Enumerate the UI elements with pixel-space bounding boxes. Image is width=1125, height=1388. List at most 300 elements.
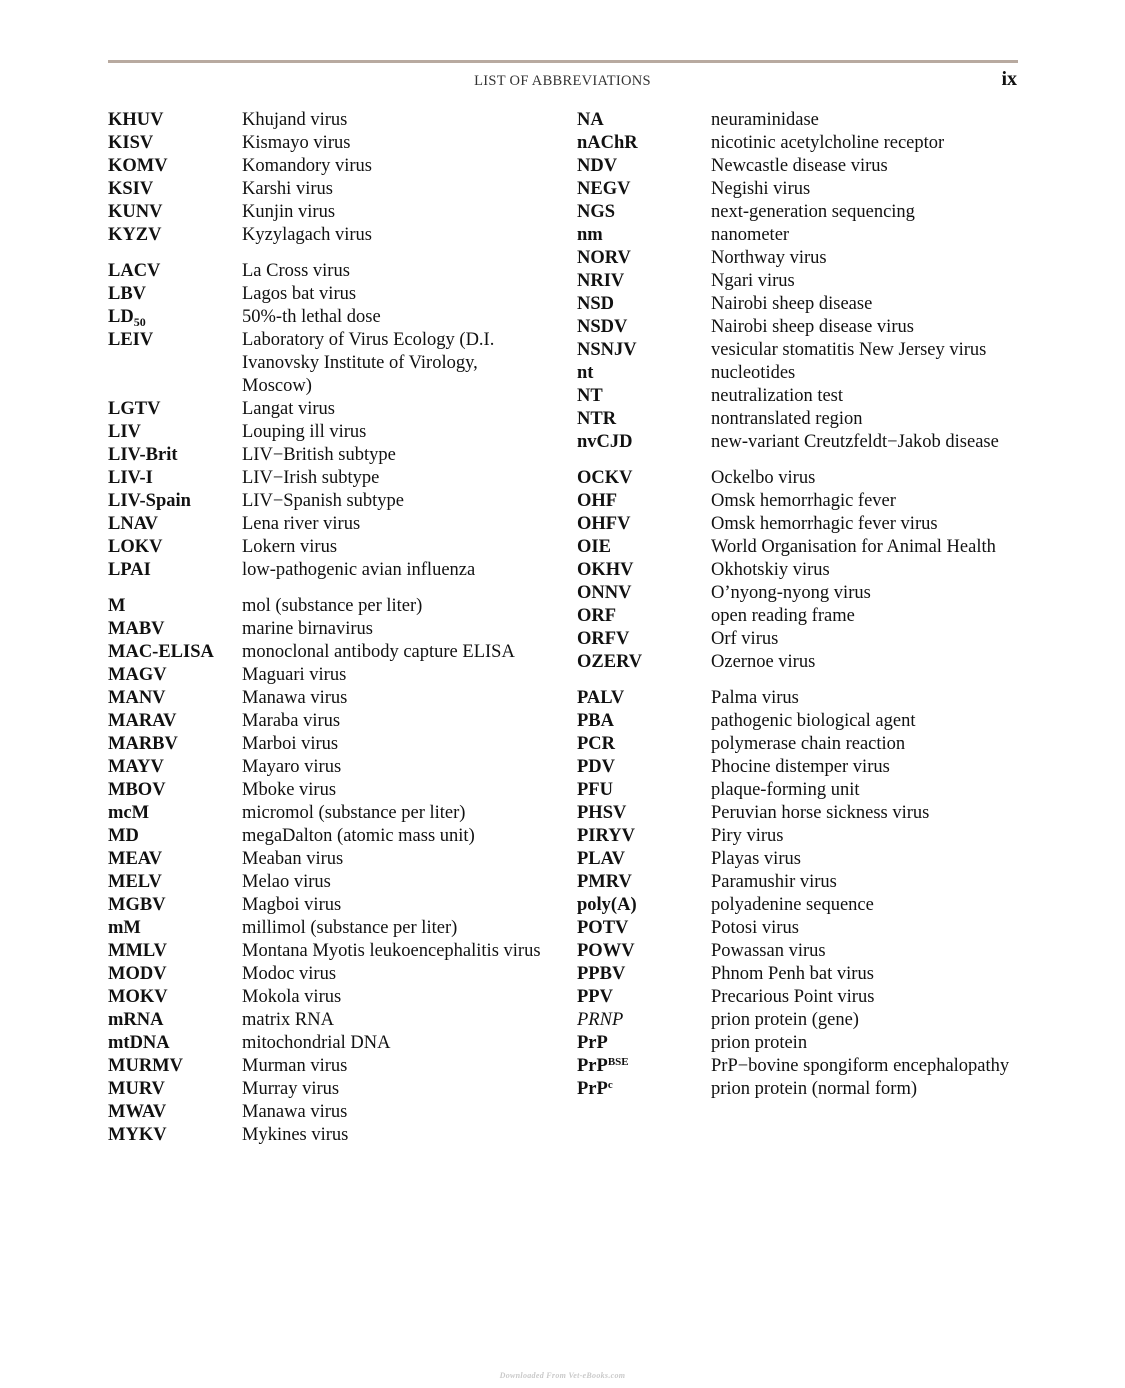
abbreviation-term: [108, 513, 242, 536]
abbreviation-superscript: BSE: [607, 1056, 629, 1068]
abbreviation-term-text: OZERV: [577, 652, 643, 672]
abbreviation-term: [108, 132, 242, 155]
abbreviation-definition: Peruvian horse sickness virus: [711, 803, 930, 823]
abbreviation-term: [108, 986, 242, 1009]
abbreviation-term: [108, 306, 242, 329]
abbreviation-term-text: NRIV: [577, 271, 625, 291]
abbreviation-term-text: LIV: [108, 422, 141, 442]
abbreviation-term: [108, 871, 242, 894]
abbreviation-term-text: PIRYV: [577, 826, 635, 846]
abbreviation-term-text: LIV-I: [108, 468, 153, 488]
abbreviation-entry: [577, 940, 1017, 963]
abbreviation-entry: [108, 894, 548, 917]
abbreviation-term-text: NSDV: [577, 317, 628, 337]
abbreviation-entry: [577, 651, 1017, 674]
abbreviation-definition: Lena river virus: [242, 514, 361, 534]
abbreviation-entry: [108, 155, 548, 178]
abbreviation-term-text: MARBV: [108, 734, 178, 754]
abbreviation-term-text: MABV: [108, 619, 165, 639]
abbreviation-entry: [108, 201, 548, 224]
abbreviation-term-text: NT: [577, 386, 603, 406]
abbreviation-definition: polyadenine sequence: [711, 895, 874, 915]
abbreviation-entry: [108, 779, 548, 802]
abbreviation-term-text: KHUV: [108, 110, 164, 130]
abbreviation-term: [577, 224, 711, 247]
abbreviation-term: [108, 398, 242, 421]
abbreviation-entry: [108, 329, 548, 398]
abbreviation-definition: Omsk hemorrhagic fever virus: [711, 514, 938, 534]
abbreviation-term: [577, 802, 711, 825]
abbreviation-term-text: KISV: [108, 133, 154, 153]
abbreviation-entry: [577, 513, 1017, 536]
abbreviation-term: [577, 467, 711, 490]
abbreviation-term: [577, 651, 711, 674]
abbreviation-entry: [108, 802, 548, 825]
abbreviation-definition: Kunjin virus: [242, 202, 336, 222]
abbreviation-definition: Mboke virus: [242, 780, 337, 800]
abbreviation-term-text: LD: [108, 307, 134, 327]
abbreviation-definition: Modoc virus: [242, 964, 337, 984]
abbreviation-entry: [108, 444, 548, 467]
abbreviation-entry: [577, 986, 1017, 1009]
abbreviation-term: [108, 687, 242, 710]
abbreviation-term-text: LBV: [108, 284, 147, 304]
abbreviation-term: [577, 871, 711, 894]
abbreviation-definition: Piry virus: [711, 826, 784, 846]
abbreviation-entry: [577, 1055, 1017, 1078]
abbreviation-term: [577, 408, 711, 431]
abbreviation-term-text: MOKV: [108, 987, 168, 1007]
abbreviation-term-text: OHFV: [577, 514, 631, 534]
abbreviation-term-text: MURV: [108, 1079, 165, 1099]
abbreviation-definition: pathogenic biological agent: [711, 711, 916, 731]
abbreviation-term: [577, 687, 711, 710]
abbreviation-term-text: PrP: [577, 1033, 608, 1053]
abbreviation-term: [108, 224, 242, 247]
abbreviation-term-text: PrP: [577, 1079, 608, 1099]
abbreviation-entry: [108, 490, 548, 513]
abbreviation-definition: mol (substance per liter): [242, 596, 423, 616]
abbreviation-term-text: LNAV: [108, 514, 159, 534]
abbreviation-entry: [577, 779, 1017, 802]
abbreviation-term: [577, 385, 711, 408]
abbreviation-term: [108, 940, 242, 963]
abbreviation-entry: [108, 178, 548, 201]
abbreviation-entry: [577, 247, 1017, 270]
abbreviation-term: [577, 316, 711, 339]
abbreviation-entry: [577, 1032, 1017, 1055]
abbreviation-term-text: PPV: [577, 987, 613, 1007]
abbreviation-entry: [577, 687, 1017, 710]
abbreviation-term: [577, 582, 711, 605]
abbreviation-term: [577, 293, 711, 316]
abbreviation-term: [108, 329, 242, 398]
abbreviation-definition: new-variant Creutzfeldt−Jakob disease: [711, 432, 999, 452]
abbreviation-entry: [577, 848, 1017, 871]
abbreviation-definition: Maguari virus: [242, 665, 347, 685]
abbreviation-entry: [108, 1032, 548, 1055]
abbreviation-term: [108, 109, 242, 132]
abbreviation-entry: [108, 871, 548, 894]
abbreviation-term-text: poly(A): [577, 895, 637, 915]
abbreviation-definition: Magboi virus: [242, 895, 342, 915]
abbreviation-term-text: PBA: [577, 711, 614, 731]
abbreviation-term-text: mtDNA: [108, 1033, 170, 1053]
abbreviation-entry: [577, 293, 1017, 316]
abbreviation-entry: [577, 178, 1017, 201]
abbreviation-entry: [108, 132, 548, 155]
abbreviation-term: [108, 825, 242, 848]
abbreviation-entry: [577, 362, 1017, 385]
abbreviation-definition: polymerase chain reaction: [711, 734, 906, 754]
abbreviation-definition: Mokola virus: [242, 987, 342, 1007]
abbreviation-entry: [108, 536, 548, 559]
abbreviation-definition: Ozernoe virus: [711, 652, 816, 672]
abbreviation-term-text: MAC-ELISA: [108, 642, 214, 662]
abbreviation-term-text: MODV: [108, 964, 167, 984]
abbreviation-term-text: mM: [108, 918, 141, 938]
abbreviation-entry: [577, 316, 1017, 339]
abbreviation-definition: nucleotides: [711, 363, 796, 383]
abbreviation-definition: vesicular stomatitis New Jersey virus: [711, 340, 987, 360]
abbreviation-term: [577, 339, 711, 362]
abbreviation-definition: Louping ill virus: [242, 422, 367, 442]
abbreviation-entry: [108, 1055, 548, 1078]
abbreviation-definition: Marboi virus: [242, 734, 339, 754]
abbreviation-entry: [577, 802, 1017, 825]
abbreviation-definition: Karshi virus: [242, 179, 333, 199]
abbreviation-term-text: MURMV: [108, 1056, 184, 1076]
abbreviation-term: [577, 559, 711, 582]
abbreviation-entry: [108, 306, 548, 329]
abbreviation-term-text: PPBV: [577, 964, 626, 984]
abbreviation-term-text: NGS: [577, 202, 616, 222]
abbreviation-term: [577, 1009, 711, 1032]
abbreviation-term-text: OIE: [577, 537, 611, 557]
abbreviation-definition: Mayaro virus: [242, 757, 342, 777]
abbreviation-term-text: M: [108, 596, 126, 616]
abbreviation-term-text: LGTV: [108, 399, 161, 419]
abbreviation-definition: micromol (substance per liter): [242, 803, 466, 823]
abbreviation-definition: Orf virus: [711, 629, 779, 649]
abbreviation-entry: [108, 1101, 548, 1124]
abbreviation-entry: [108, 917, 548, 940]
abbreviation-definition: open reading frame: [711, 606, 855, 626]
abbreviation-term-text: NSNJV: [577, 340, 637, 360]
abbreviation-term: [108, 421, 242, 444]
abbreviation-term-text: KSIV: [108, 179, 154, 199]
abbreviation-definition: low-pathogenic avian influenza: [242, 560, 476, 580]
abbreviation-term: [577, 155, 711, 178]
abbreviation-definition: Palma virus: [711, 688, 799, 708]
abbreviation-entry: [577, 894, 1017, 917]
abbreviation-entry: [108, 421, 548, 444]
abbreviation-term: [108, 710, 242, 733]
abbreviation-definition: La Cross virus: [242, 261, 350, 281]
abbreviation-term-text: PrP: [577, 1056, 608, 1076]
abbreviation-term-text: ORF: [577, 606, 617, 626]
abbreviation-term: [108, 260, 242, 283]
abbreviation-term: [108, 848, 242, 871]
abbreviation-term-text: PMRV: [577, 872, 632, 892]
abbreviation-definition: Nairobi sheep disease virus: [711, 317, 914, 337]
abbreviation-term-text: MARAV: [108, 711, 177, 731]
abbreviation-definition: LIV−Irish subtype: [242, 468, 380, 488]
abbreviation-definition: Playas virus: [711, 849, 801, 869]
abbreviation-term: [108, 155, 242, 178]
abbreviation-term: [108, 1078, 242, 1101]
abbreviation-definition: Meaban virus: [242, 849, 344, 869]
abbreviation-term-text: LPAI: [108, 560, 151, 580]
abbreviation-entry: [108, 260, 548, 283]
abbreviation-entry: [108, 848, 548, 871]
abbreviation-definition: nanometer: [711, 225, 790, 245]
abbreviation-term-text: NA: [577, 110, 604, 130]
abbreviation-term: [577, 940, 711, 963]
abbreviation-definition: Potosi virus: [711, 918, 799, 938]
abbreviation-entry: [577, 431, 1017, 454]
abbreviation-term-text: MWAV: [108, 1102, 167, 1122]
abbreviation-term-text: LIV-Spain: [108, 491, 191, 511]
abbreviation-term-text: NTR: [577, 409, 617, 429]
abbreviation-term: [577, 132, 711, 155]
abbreviation-term: [577, 201, 711, 224]
abbreviation-term: [577, 109, 711, 132]
abbreviation-entry: [108, 1124, 548, 1147]
abbreviation-definition: matrix RNA: [242, 1010, 334, 1030]
abbreviation-definition: mitochondrial DNA: [242, 1033, 391, 1053]
abbreviation-entry: [108, 940, 548, 963]
abbreviation-term: [577, 270, 711, 293]
abbreviation-definition: LIV−British subtype: [242, 445, 396, 465]
abbreviation-definition: marine birnavirus: [242, 619, 373, 639]
abbreviation-term: [108, 664, 242, 687]
abbreviation-entry: [108, 963, 548, 986]
abbreviation-entry: [577, 201, 1017, 224]
abbreviation-term: [577, 733, 711, 756]
abbreviation-term-text: POWV: [577, 941, 635, 961]
footer-watermark: Downloaded From Vet-eBooks.com: [499, 1371, 626, 1380]
abbreviation-definition: Lokern virus: [242, 537, 338, 557]
abbreviation-term-text: MGBV: [108, 895, 166, 915]
abbreviation-term: [577, 917, 711, 940]
abbreviation-term: [108, 756, 242, 779]
abbreviation-definition: Paramushir virus: [711, 872, 837, 892]
abbreviation-definition: Komandory virus: [242, 156, 372, 176]
abbreviation-definition: Precarious Point virus: [711, 987, 875, 1007]
abbreviation-term: [108, 963, 242, 986]
abbreviation-term: [577, 848, 711, 871]
abbreviation-entry: [577, 490, 1017, 513]
abbreviation-entry: [577, 756, 1017, 779]
abbreviation-definition: Khujand virus: [242, 110, 348, 130]
abbreviation-term-text: PRNP: [577, 1010, 624, 1030]
abbreviation-term-text: OKHV: [577, 560, 634, 580]
abbreviation-definition: prion protein (gene): [711, 1010, 859, 1030]
abbreviation-term-text: nvCJD: [577, 432, 633, 452]
abbreviation-term: [108, 595, 242, 618]
abbreviation-entry: [577, 628, 1017, 651]
abbreviation-term-text: PFU: [577, 780, 613, 800]
abbreviation-definition: Laboratory of Virus Ecology (D.I. Ivanovsky Institute of Virology, Moscow): [242, 330, 495, 396]
abbreviation-entry: [577, 270, 1017, 293]
abbreviation-entry: [577, 963, 1017, 986]
abbreviation-term-text: ONNV: [577, 583, 632, 603]
abbreviation-term: [108, 1055, 242, 1078]
abbreviation-term: [577, 536, 711, 559]
abbreviation-definition: PrP−bovine spongiform encephalopathy: [711, 1056, 1010, 1076]
abbreviation-term-text: LOKV: [108, 537, 163, 557]
abbreviation-definition: neuraminidase: [711, 110, 819, 130]
abbreviation-definition: Phnom Penh bat virus: [711, 964, 874, 984]
abbreviation-term-text: MYKV: [108, 1125, 167, 1145]
abbreviation-term-text: MELV: [108, 872, 162, 892]
abbreviation-entry: [577, 109, 1017, 132]
abbreviation-term: [577, 1055, 711, 1078]
abbreviation-column-right: [577, 109, 1017, 1101]
abbreviation-entry: [108, 109, 548, 132]
abbreviation-term: [108, 641, 242, 664]
abbreviation-term: [108, 1101, 242, 1124]
abbreviation-definition: Newcastle disease virus: [711, 156, 888, 176]
abbreviation-term: [577, 1032, 711, 1055]
abbreviation-term: [577, 362, 711, 385]
abbreviation-term: [108, 917, 242, 940]
abbreviation-term-text: LIV-Brit: [108, 445, 178, 465]
abbreviation-definition: prion protein: [711, 1033, 808, 1053]
abbreviation-entry: [577, 710, 1017, 733]
abbreviation-term: [577, 628, 711, 651]
abbreviation-definition: Omsk hemorrhagic fever: [711, 491, 896, 511]
abbreviation-entry: [108, 559, 548, 582]
abbreviation-definition: Phocine distemper virus: [711, 757, 890, 777]
abbreviation-entry: [108, 224, 548, 247]
abbreviation-term-text: LACV: [108, 261, 161, 281]
abbreviation-term: [577, 894, 711, 917]
abbreviation-entry: [577, 559, 1017, 582]
header-rule: [108, 60, 1018, 63]
running-head: LIST OF ABBREVIATIONS: [474, 73, 651, 89]
abbreviation-column-left: [108, 109, 548, 1147]
abbreviation-term-text: MD: [108, 826, 139, 846]
abbreviation-definition: megaDalton (atomic mass unit): [242, 826, 475, 846]
abbreviation-term: [577, 513, 711, 536]
abbreviation-entry: [577, 733, 1017, 756]
abbreviation-term-text: POTV: [577, 918, 629, 938]
abbreviation-definition: Manawa virus: [242, 688, 348, 708]
abbreviation-definition: O’nyong-nyong virus: [711, 583, 871, 603]
abbreviation-term-text: MANV: [108, 688, 166, 708]
abbreviation-term-text: NORV: [577, 248, 631, 268]
abbreviation-term-text: MBOV: [108, 780, 166, 800]
abbreviation-entry: [108, 641, 548, 664]
abbreviation-term-text: mRNA: [108, 1010, 164, 1030]
abbreviation-definition: Nairobi sheep disease: [711, 294, 873, 314]
abbreviation-definition: Melao virus: [242, 872, 331, 892]
abbreviation-term: [108, 894, 242, 917]
abbreviation-entry: [108, 283, 548, 306]
abbreviation-term: [577, 178, 711, 201]
abbreviation-term-text: OCKV: [577, 468, 633, 488]
abbreviation-term: [108, 618, 242, 641]
abbreviation-definition: Maraba virus: [242, 711, 341, 731]
abbreviation-term: [577, 1078, 711, 1101]
abbreviation-term-text: MAYV: [108, 757, 164, 777]
abbreviation-superscript: c: [607, 1079, 613, 1091]
abbreviation-term: [108, 779, 242, 802]
abbreviation-definition: Okhotskiy virus: [711, 560, 830, 580]
abbreviation-entry: [577, 408, 1017, 431]
abbreviation-entry: [577, 1078, 1017, 1101]
abbreviation-entry: [577, 917, 1017, 940]
abbreviation-term-text: LEIV: [108, 330, 154, 350]
abbreviation-term: [577, 825, 711, 848]
abbreviation-definition: Manawa virus: [242, 1102, 348, 1122]
abbreviation-entry: [108, 1009, 548, 1032]
abbreviation-entry: [577, 224, 1017, 247]
abbreviation-term: [577, 963, 711, 986]
abbreviation-definition: nicotinic acetylcholine receptor: [711, 133, 945, 153]
abbreviation-term-text: PDV: [577, 757, 616, 777]
abbreviation-definition: nontranslated region: [711, 409, 863, 429]
abbreviation-entry: [108, 687, 548, 710]
abbreviation-entry: [108, 825, 548, 848]
abbreviation-definition: Langat virus: [242, 399, 335, 419]
abbreviation-definition: Lagos bat virus: [242, 284, 357, 304]
abbreviation-term: [108, 1032, 242, 1055]
abbreviation-entry: [108, 595, 548, 618]
abbreviation-definition: monoclonal antibody capture ELISA: [242, 642, 515, 662]
abbreviation-entry: [577, 385, 1017, 408]
abbreviation-entry: [108, 513, 548, 536]
abbreviation-definition: Kismayo virus: [242, 133, 351, 153]
abbreviation-term-text: OHF: [577, 491, 618, 511]
abbreviation-term-text: PHSV: [577, 803, 627, 823]
abbreviation-entry: [577, 582, 1017, 605]
abbreviation-definition: Northway virus: [711, 248, 827, 268]
abbreviation-term: [577, 431, 711, 454]
abbreviation-definition: LIV−Spanish subtype: [242, 491, 405, 511]
abbreviation-entry: [108, 756, 548, 779]
abbreviation-definition: 50%-th lethal dose: [242, 307, 381, 327]
abbreviation-definition: prion protein (normal form): [711, 1079, 918, 1099]
abbreviation-term-text: KOMV: [108, 156, 168, 176]
abbreviation-entry: [577, 825, 1017, 848]
abbreviation-entry: [108, 1078, 548, 1101]
abbreviation-term-text: KYZV: [108, 225, 162, 245]
abbreviation-entry: [577, 536, 1017, 559]
abbreviation-term-text: NDV: [577, 156, 618, 176]
abbreviation-definition: Negishi virus: [711, 179, 811, 199]
abbreviation-entry: [108, 733, 548, 756]
abbreviation-term: [577, 756, 711, 779]
abbreviation-term-text: MEAV: [108, 849, 163, 869]
abbreviation-term: [108, 444, 242, 467]
abbreviation-entry: [577, 1009, 1017, 1032]
abbreviation-definition: Kyzylagach virus: [242, 225, 372, 245]
abbreviation-entry: [577, 339, 1017, 362]
abbreviation-term: [577, 710, 711, 733]
abbreviation-definition: Mykines virus: [242, 1125, 349, 1145]
abbreviation-term-text: nt: [577, 363, 594, 383]
abbreviation-entry: [108, 618, 548, 641]
abbreviation-entry: [108, 664, 548, 687]
page-number: ix: [1001, 68, 1017, 90]
abbreviation-term: [108, 733, 242, 756]
abbreviation-definition: Murray virus: [242, 1079, 340, 1099]
abbreviation-subscript: 50: [133, 315, 146, 329]
abbreviation-definition: millimol (substance per liter): [242, 918, 458, 938]
